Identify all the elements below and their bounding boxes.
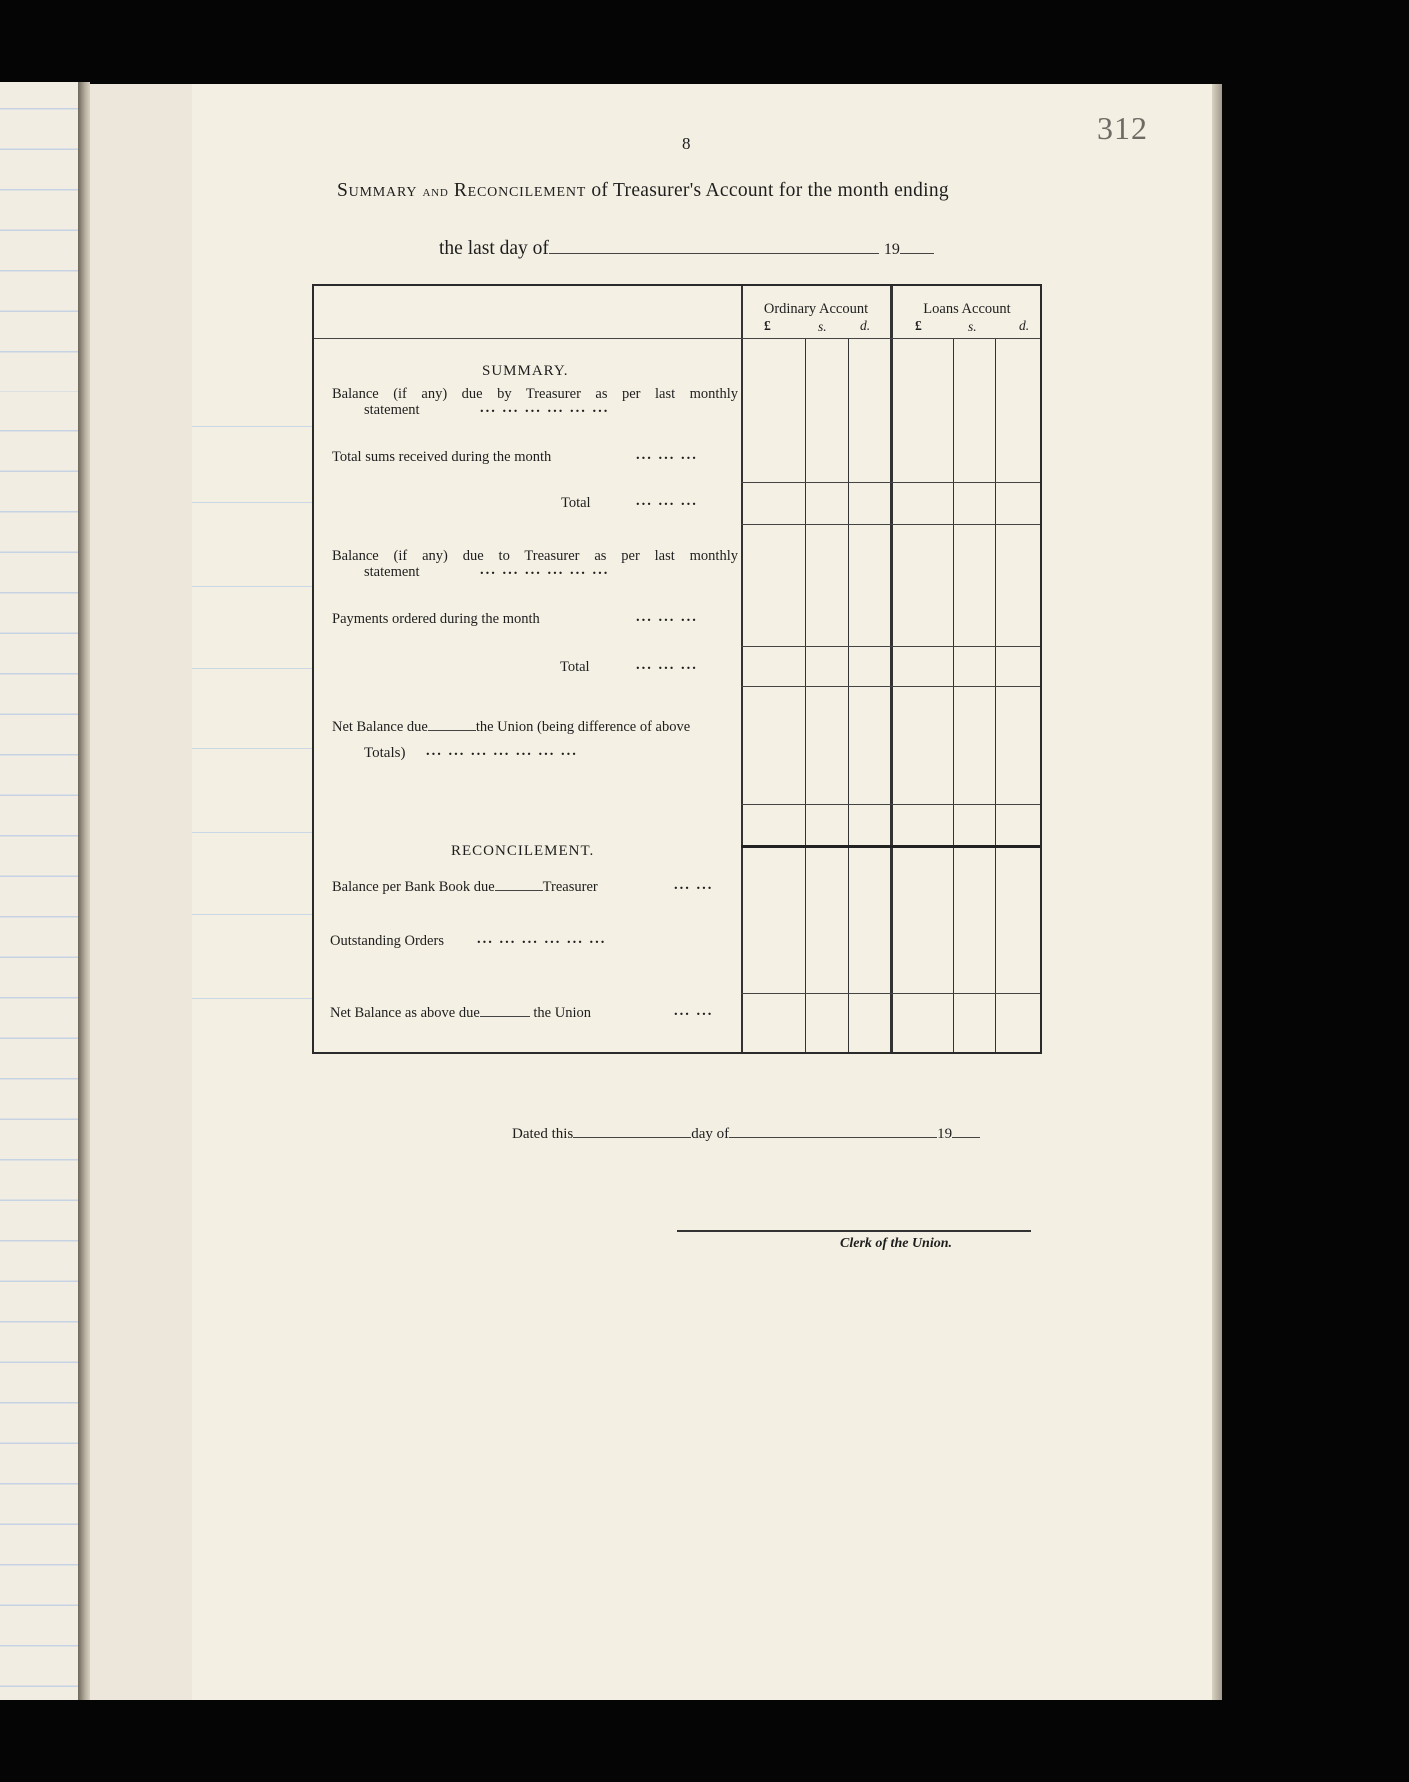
page-number: 8 — [682, 134, 691, 153]
year-prefix: 19 — [937, 1126, 953, 1142]
totals-label: Totals) — [364, 745, 406, 761]
pound-unit: £ — [764, 318, 771, 333]
col-divider — [953, 338, 954, 1052]
binding-strip — [90, 84, 196, 1700]
pence-unit: d. — [860, 318, 871, 333]
summary-heading: SUMMARY. — [482, 363, 569, 379]
form-subtitle — [439, 238, 934, 260]
shilling-unit: s. — [968, 319, 977, 334]
col-divider — [848, 338, 849, 1052]
col-divider — [890, 286, 893, 1052]
net-balance-text: Net Balance due — [332, 719, 428, 735]
title-rest: of Treasurer's Account for the month ending — [591, 180, 949, 201]
net-balance-text: the Union (being difference of above — [475, 719, 691, 735]
bank-book-text: Treasurer — [542, 879, 598, 895]
balance-rule — [741, 993, 1040, 994]
header-rule — [314, 338, 1040, 339]
net-above-blank — [480, 1016, 530, 1017]
bank-book-blank — [495, 890, 543, 891]
col-divider — [741, 286, 743, 1052]
bank-book-text: Balance per Bank Book due — [332, 879, 495, 895]
clerk-label: Clerk of the Union. — [840, 1236, 953, 1251]
outstanding-orders-label: Outstanding Orders — [330, 933, 444, 949]
net-above-text: the Union — [533, 1005, 591, 1021]
dated-line — [512, 1126, 980, 1143]
month-blank — [549, 253, 879, 254]
statement-label: statement — [364, 402, 420, 418]
page-right-edge — [1212, 84, 1222, 1700]
col-divider — [805, 338, 806, 1052]
total-received-label: Total sums received during the month — [332, 449, 552, 465]
signature-line — [677, 1230, 1031, 1232]
month-blank — [729, 1137, 937, 1138]
day-blank — [573, 1137, 691, 1138]
payments-ordered-label: Payments ordered during the month — [332, 611, 540, 627]
reconcilement-heading: RECONCILEMENT. — [451, 843, 595, 859]
total-rule — [741, 686, 1040, 687]
form-page — [192, 84, 1212, 1700]
net-balance-label — [332, 719, 690, 736]
net-above-label — [330, 1005, 591, 1022]
total-label: Total — [561, 495, 591, 511]
shilling-unit: s. — [818, 319, 827, 334]
total-rule — [741, 524, 1040, 525]
leader-dots: ... ... ... ... ... ... — [480, 400, 610, 416]
net-balance-blank — [428, 730, 476, 731]
leader-dots: ... ... ... — [636, 493, 698, 509]
dated-this-label: Dated this — [512, 1126, 574, 1142]
leader-dots: ... ... ... — [636, 609, 698, 625]
title-word: Summary — [337, 180, 418, 201]
leader-dots: ... ... — [674, 877, 714, 893]
leader-dots: ... ... ... ... ... ... ... — [426, 743, 578, 759]
form-title — [337, 180, 1067, 202]
pence-unit: d. — [1019, 318, 1030, 333]
balance-to-treasurer-label: Balance (if any) due to Treasurer as per last monthly — [332, 548, 738, 564]
section-rule — [741, 845, 1040, 848]
ordinary-account-header: Ordinary Account — [763, 301, 869, 317]
leader-dots: ... ... ... — [636, 657, 698, 673]
leader-dots: ... ... ... — [636, 447, 698, 463]
col-divider — [995, 338, 996, 1052]
leader-dots: ... ... — [674, 1003, 714, 1019]
title-word: and — [422, 184, 449, 200]
year-blank — [900, 253, 934, 254]
bank-book-label — [332, 879, 598, 896]
leader-dots: ... ... ... ... ... ... — [480, 562, 610, 578]
total-rule — [741, 646, 1040, 647]
year-blank — [952, 1137, 980, 1138]
pound-unit: £ — [915, 318, 922, 333]
total-label: Total — [560, 659, 590, 675]
title-word: Reconcilement — [453, 180, 587, 201]
loans-account-header: Loans Account — [923, 301, 1011, 317]
previous-page-edge — [0, 82, 78, 1700]
leader-dots: ... ... ... ... ... ... — [477, 931, 607, 947]
subtitle-prefix: the last day of — [439, 238, 549, 259]
net-above-text: Net Balance as above due — [330, 1005, 480, 1021]
total-rule — [741, 482, 1040, 483]
balance-by-treasurer-label: Balance (if any) due by Treasurer as per last monthly — [332, 386, 738, 402]
day-of-label: day of — [691, 1126, 730, 1142]
statement-label: statement — [364, 564, 420, 580]
account-table — [312, 284, 1042, 1054]
year-prefix: 19 — [883, 241, 900, 258]
folio-number: 312 — [1097, 110, 1148, 146]
book-gutter — [78, 82, 90, 1700]
balance-rule — [741, 804, 1040, 805]
